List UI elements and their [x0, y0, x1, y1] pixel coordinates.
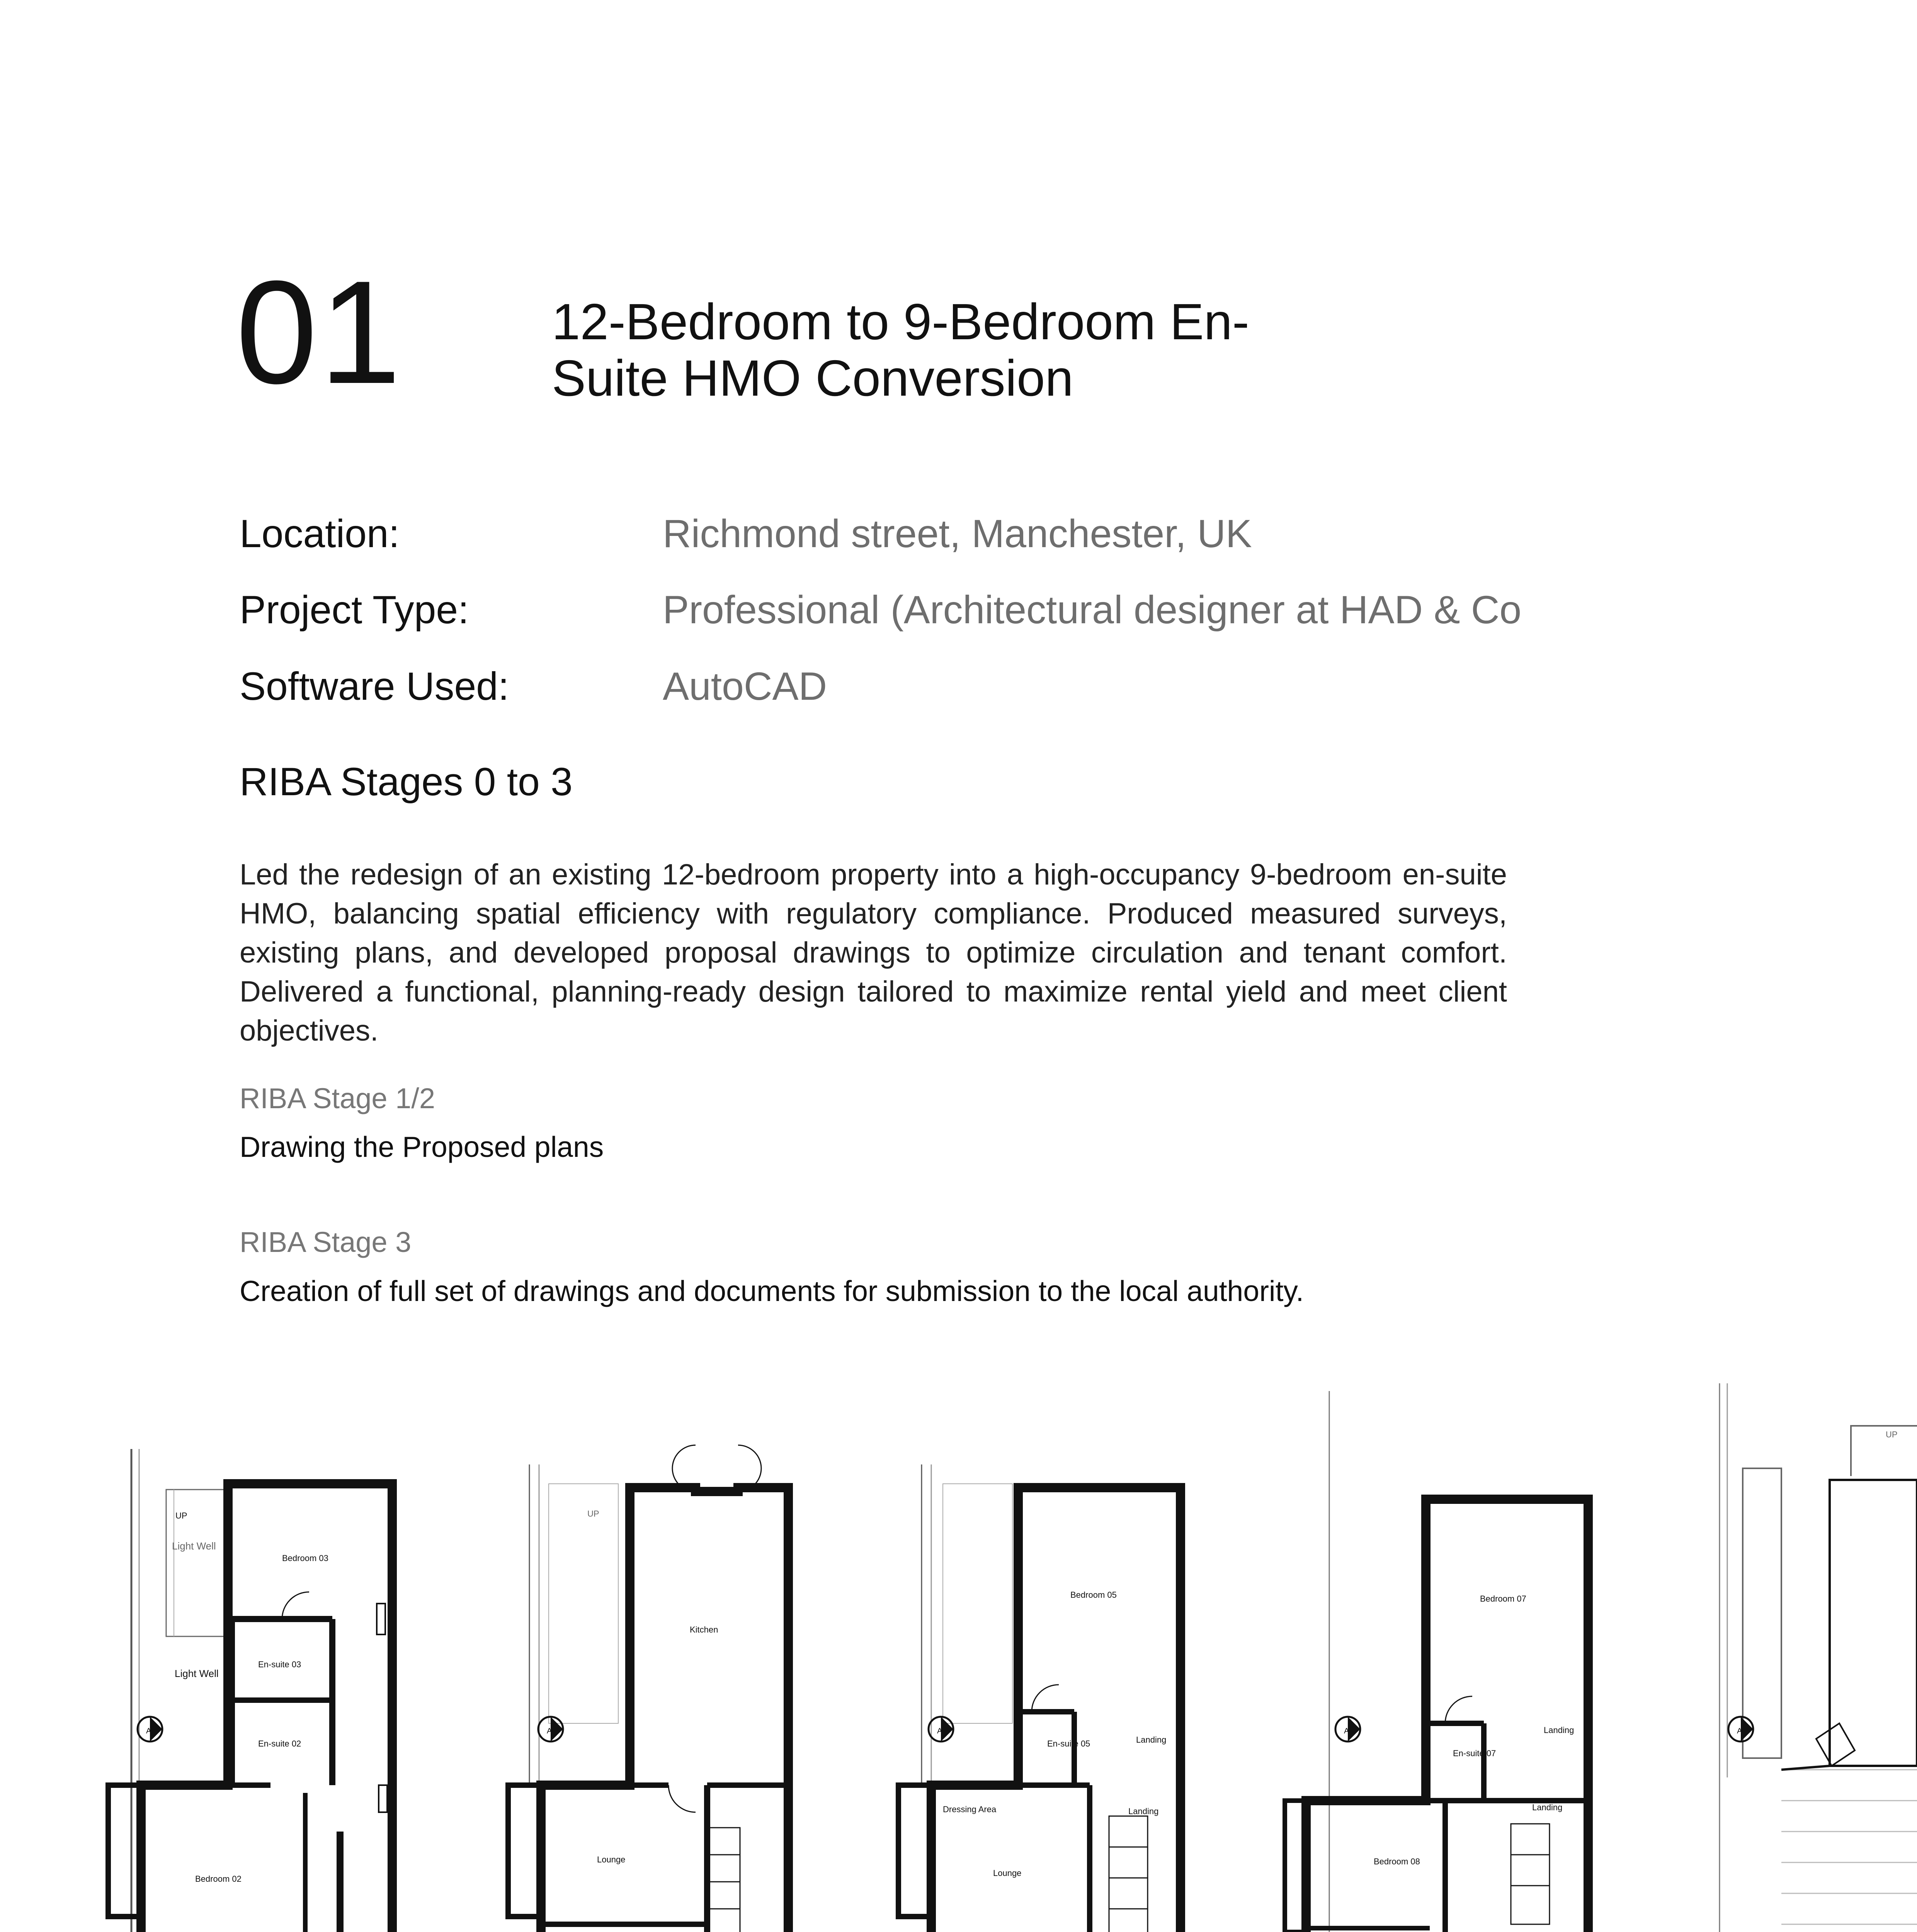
ground-plan [508, 1445, 788, 1932]
ground-lounge-label: Lounge [597, 1855, 626, 1864]
basement-ensuite02-label: En-suite 02 [258, 1739, 301, 1748]
basement-up-label: UP [175, 1511, 187, 1520]
stage-1-text: Drawing the Proposed plans [240, 1131, 604, 1163]
roof-up-label: UP [1886, 1430, 1898, 1439]
second-landing1-label: Landing [1544, 1725, 1574, 1735]
meta-location-value: Richmond street, Manchester, UK [663, 512, 1252, 556]
meta-location-label: Location: [240, 512, 400, 556]
second-landing2-label: Landing [1532, 1803, 1563, 1812]
stage-1-label: RIBA Stage 1/2 [240, 1082, 435, 1114]
first-dressing-label: Dressing Area [943, 1804, 997, 1814]
first-landing2-label: Landing [1128, 1806, 1159, 1816]
roof-plan [1720, 1383, 1917, 1932]
project-description: Led the redesign of an existing 12-bedroom property into a high-occupancy 9-bedroom en-suite HMO, balancing spatial efficiency with regulatory compliance. Produced measured surveys, existing plans, and developed proposal drawings to optimize circulation and tenant comfort. Delivered a functional, planning-ready design tailored to maximize rental yield and meet client objectives. [240, 858, 1507, 1047]
stage-2-label: RIBA Stage 3 [240, 1226, 412, 1258]
second-section-a: A [1344, 1727, 1349, 1735]
meta-type-label: Project Type: [240, 588, 469, 632]
riba-heading: RIBA Stages 0 to 3 [240, 760, 573, 804]
basement-plan [108, 1449, 425, 1932]
basement-lightwell-1: Light Well [172, 1540, 216, 1552]
ground-kitchen-label: Kitchen [690, 1625, 718, 1634]
first-lounge-label: Lounge [993, 1868, 1022, 1878]
project-title-line1: 12-Bedroom to 9-Bedroom En- [552, 293, 1249, 350]
project-title-line2: Suite HMO Conversion [552, 350, 1073, 406]
basement-lightwell-2: Light Well [175, 1668, 219, 1679]
second-plan [1285, 1391, 1588, 1932]
second-bedroom07-label: Bedroom 07 [1480, 1594, 1526, 1604]
first-plan [898, 1464, 1180, 1932]
roof-section-a: A [1737, 1727, 1742, 1735]
basement-ensuite03-label: En-suite 03 [258, 1660, 301, 1669]
basement-bedroom03-label: Bedroom 03 [282, 1553, 328, 1563]
first-bedroom05-label: Bedroom 05 [1070, 1590, 1117, 1600]
meta-software-value: AutoCAD [663, 664, 827, 708]
second-bedroom08-label: Bedroom 08 [1374, 1857, 1420, 1866]
second-ensuite07-label: En-suite 07 [1453, 1748, 1496, 1758]
first-landing1-label: Landing [1136, 1735, 1167, 1745]
stage-2-text: Creation of full set of drawings and documents for submission to the local authority. [240, 1275, 1304, 1307]
project-number: 01 [236, 250, 403, 414]
meta-type-value: Professional (Architectural designer at HAD & Co [663, 588, 1522, 632]
basement-section-a: A [146, 1727, 151, 1735]
ground-section-a: A [547, 1727, 552, 1735]
first-ensuite05-label: En-suite 05 [1047, 1739, 1090, 1748]
meta-software-label: Software Used: [240, 664, 509, 708]
basement-bedroom02-label: Bedroom 02 [195, 1874, 242, 1884]
ground-up-label: UP [587, 1509, 599, 1519]
first-section-a: A [937, 1727, 942, 1735]
